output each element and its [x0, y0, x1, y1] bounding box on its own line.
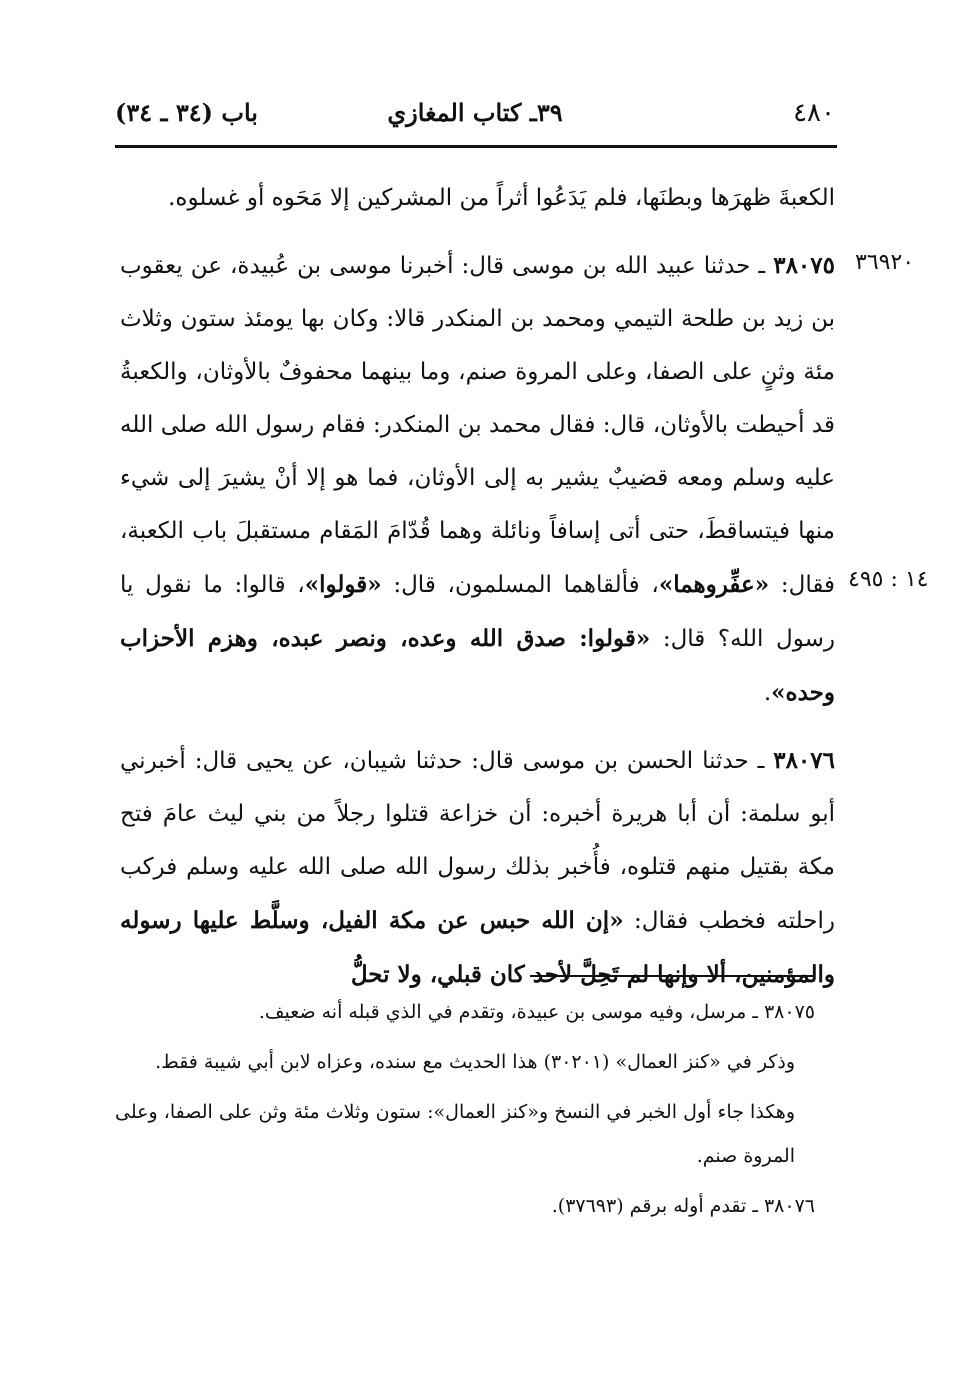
intro-paragraph: الكعبةَ ظهرَها وبطنَها، فلم يَدَعُوا أثراً من المشركين إلا مَحَوه أو غسلوه. [168, 185, 835, 211]
footnote: ٣٨٠٧٥ ـ مرسل، وفيه موسى بن عبيدة، وتقدم في الذي قبله أنه ضعيف. [258, 1001, 815, 1023]
main-text [120, 172, 835, 1002]
hadith-paragraph: ٣٨٠٧٥ ـ حدثنا عبيد الله بن موسى قال: أخبرنا موسى بن عُبيدة، عن يعقوب بن زيد بن طلحة التيمي ومحمد بن المنكدر قالا: وكان بها يومئذ ستون وثلاث مئة وثنٍ على الصفا، وعلى المروة صنم، وما بينهما محفوفٌ بالأوثان، والكعبةُ قد أحيطت بالأوثان، قال: فقال محمد بن المنكدر: فقام رسول الله صلى الله عليه وسلم ومعه قضيبٌ يشير به إلى الأوثان، فما هو إلا أنْ يشيرَ إلى شيء منها فيتساقطَ، حتى أتى إسافاً ونائلة وهما قُدّامَ المَقام مستقبلَ باب الكعبة، فقال: «عفِّروهما»، فألقاهما المسلمون، قال: «قولوا»، قالوا: ما نقول يا رسول الله؟ قال: «قولوا: صدق الله وعده، ونصر عبده، وهزم الأحزاب وحده». [120, 252, 835, 706]
margin-cross-ref: ١٤ : ٤٩٥ [848, 567, 929, 592]
prophetic-quote: «إن الله حبس عن مكة الفيل، وسلَّط عليها رسوله والمؤمنين، ألا وإنها لم تَحِلَّ لأحد كان قبلي، ولا تحلُّ [120, 907, 835, 988]
margin-cross-ref: ٣٦٩٢٠ [855, 250, 915, 275]
footnotes [115, 990, 815, 1234]
hadith-number: ٣٨٠٧٦ [773, 747, 835, 774]
prophetic-quote: «عفِّروهما» [658, 571, 770, 598]
header-divider [115, 145, 837, 148]
hadith-paragraph: ٣٨٠٧٦ ـ حدثنا الحسن بن موسى قال: حدثنا شيبان، عن يحيى قال: أخبرني أبو سلمة: أن أبا هريرة أخبره: أن خزاعة قتلوا رجلاً من بني ليث عامَ فتح مكة بقتيل منهم قتلوه، فأُخبر بذلك رسول الله صلى الله عليه وسلم فركب راحلته فخطب فقال: «إن الله حبس عن مكة الفيل، وسلَّط عليها رسوله والمؤمنين، ألا وإنها لم تَحِلَّ لأحد كان قبلي، ولا تحلُّ [120, 747, 835, 988]
prophetic-quote: «قولوا: صدق الله وعده، ونصر عبده، وهزم الأحزاب وحده» [120, 625, 835, 706]
prophetic-quote: «قولوا» [304, 571, 382, 598]
footnote: ٣٨٠٧٦ ـ تقدم أوله برقم (٣٧٦٩٣). [551, 1195, 815, 1217]
footnote-divider [530, 975, 815, 977]
footnote: وهكذا جاء أول الخبر في النسخ و«كنز العمال»: ستون وثلاث مئة وثن على الصفا، وعلى المروة صنم. [115, 1101, 795, 1167]
page-header [115, 90, 835, 136]
footnote: وذكر في «كنز العمال» (٣٠٢٠١) هذا الحديث مع سنده، وعزاه لابن أبي شيبة فقط. [155, 1051, 795, 1073]
chapter-label: باب (٣٤ ـ ٣٤) [115, 98, 258, 127]
hadith-number: ٣٨٠٧٥ [773, 252, 835, 279]
page-number: ٤٨٠ [793, 98, 835, 128]
book-title: ٣٩ـ كتاب المغازي [387, 98, 563, 127]
